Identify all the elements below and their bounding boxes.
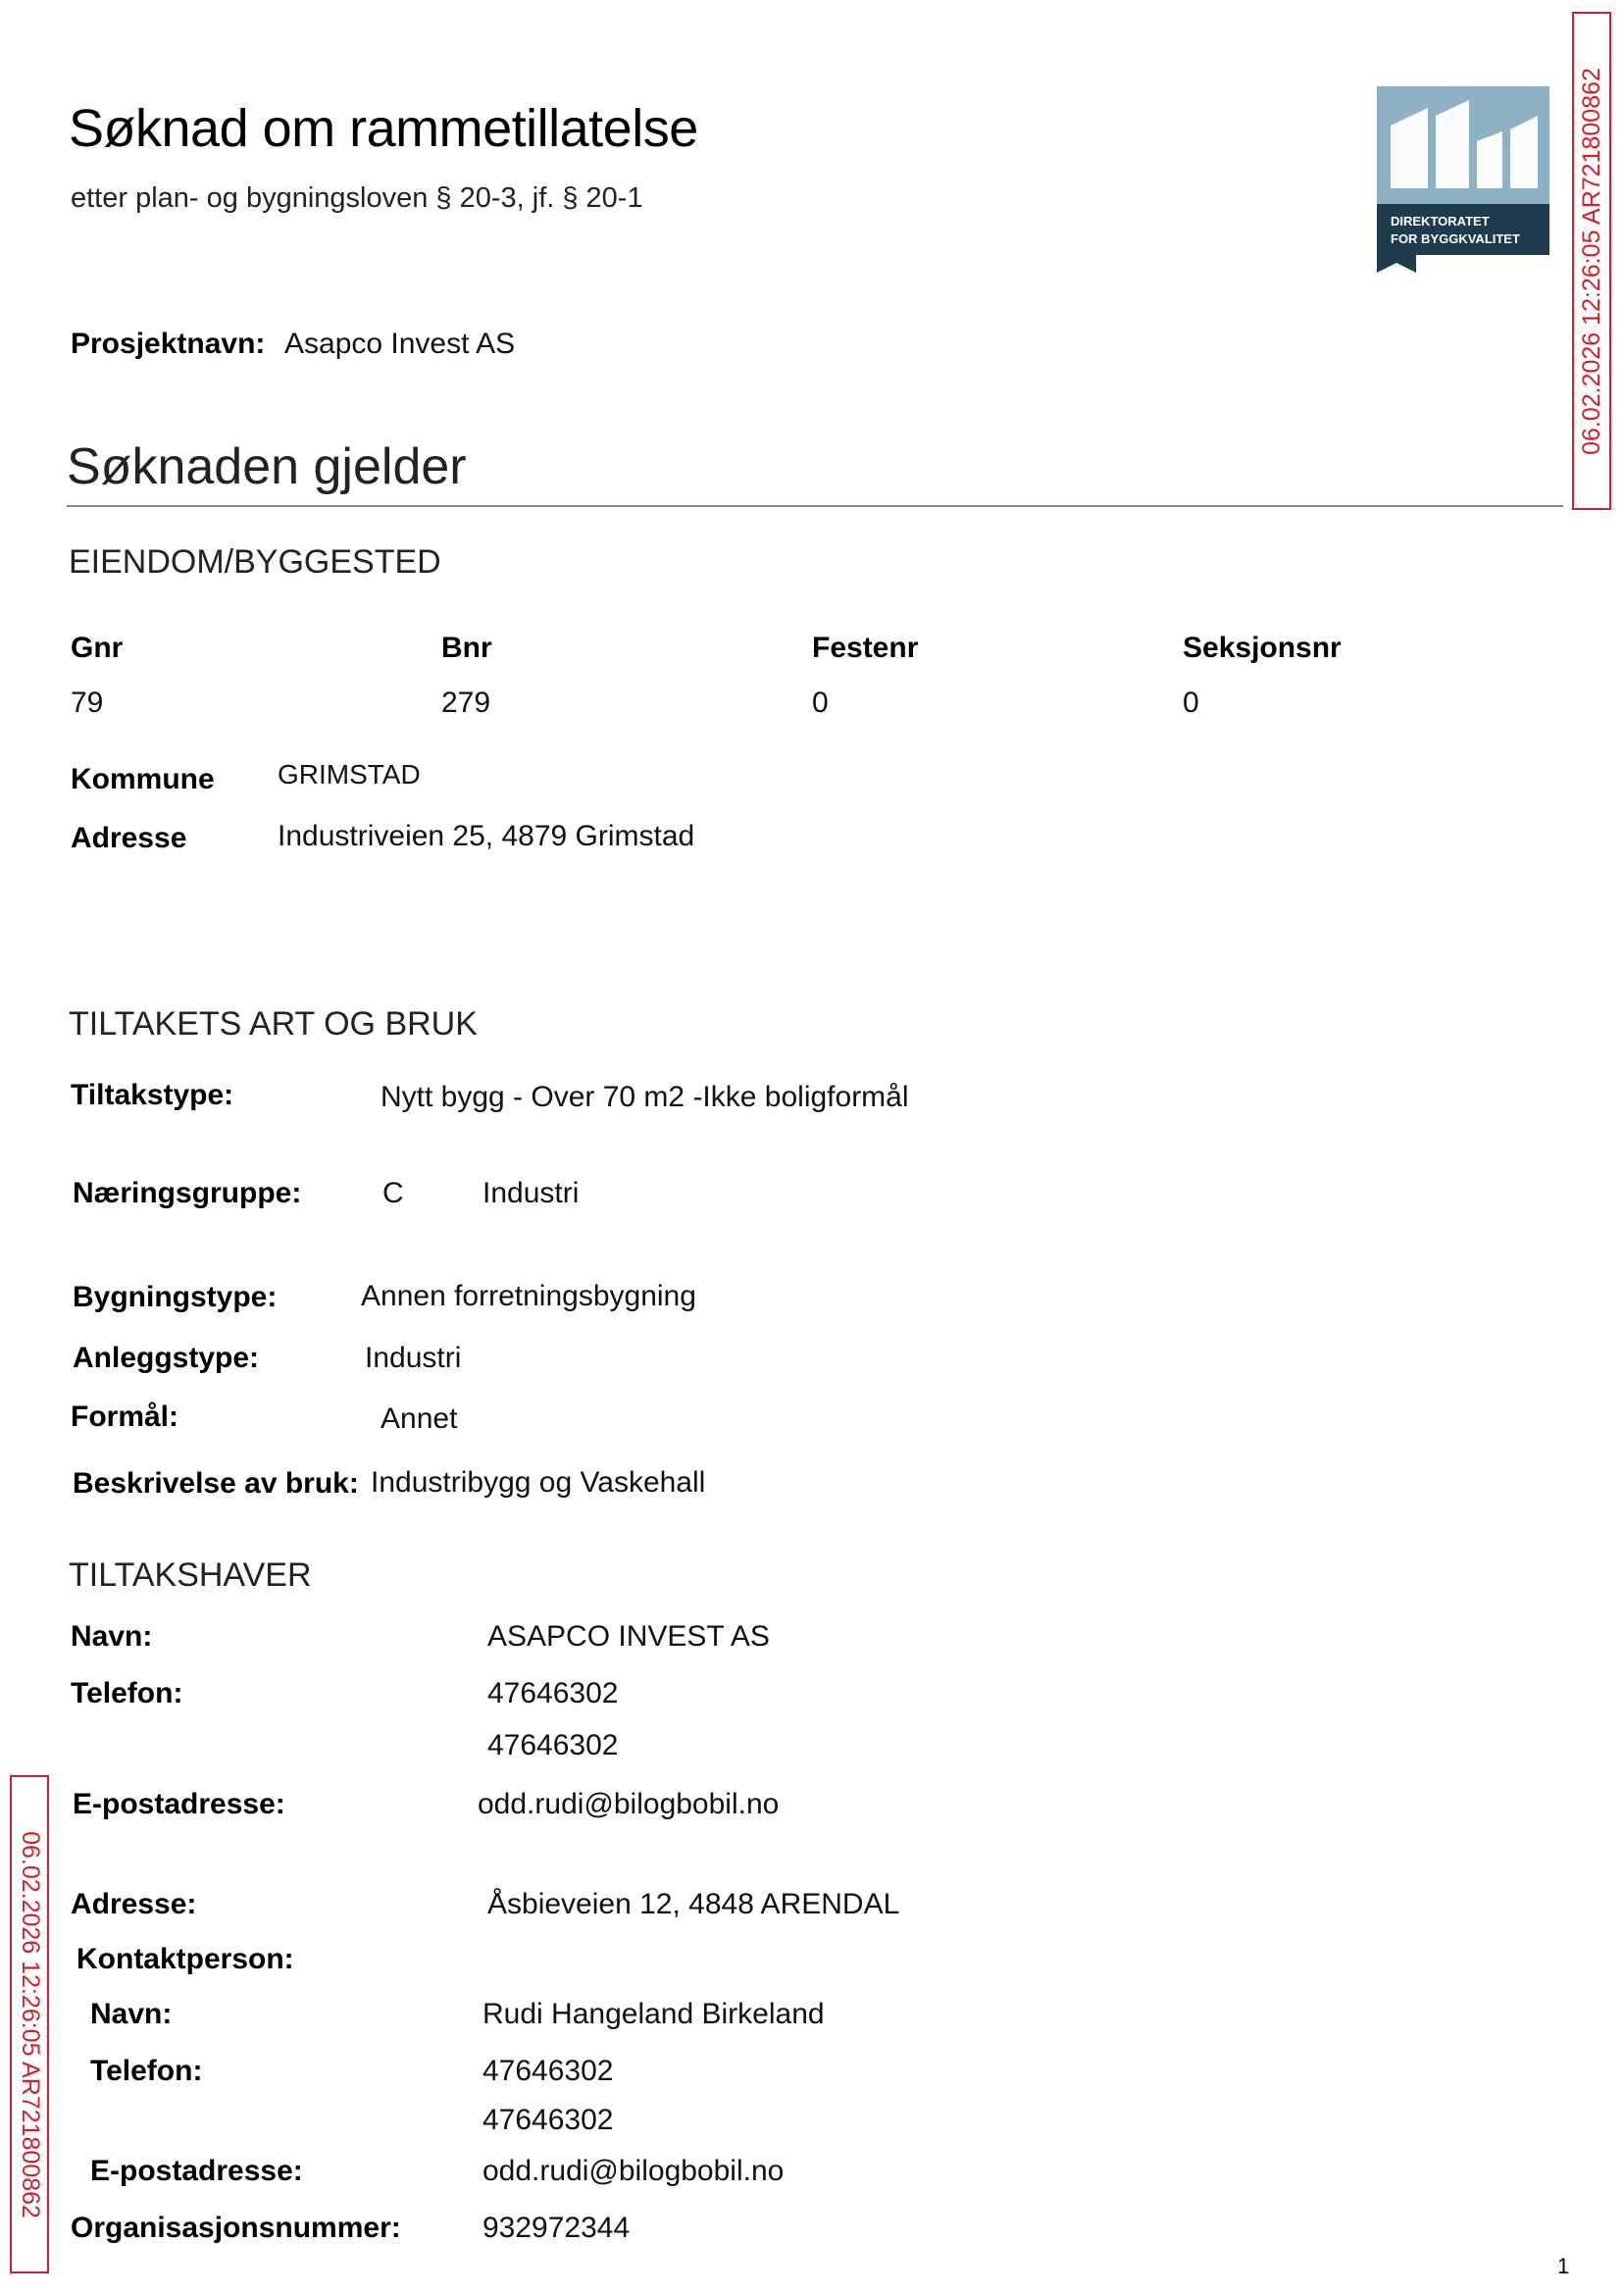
adresse-label: Adresse: [71, 822, 187, 854]
tiltakshaver-telefon-label: Telefon:: [71, 1677, 183, 1709]
formal-label: Formål:: [71, 1401, 179, 1433]
kontakt-epost-label: E-postadresse:: [90, 2155, 303, 2187]
anleggstype-label: Anleggstype:: [73, 1342, 260, 1374]
gnr-label: Gnr: [71, 632, 124, 664]
kontakt-navn-value: Rudi Hangeland Birkeland: [482, 1998, 825, 2030]
project-label: Prosjektnavn:: [71, 328, 266, 360]
orgnr-value: 932972344: [482, 2212, 631, 2244]
tiltakshaver-telefon-1: 47646302: [487, 1677, 619, 1709]
kontakt-navn-label: Navn:: [90, 1998, 173, 2030]
page-number: 1: [1557, 2254, 1570, 2278]
seksjonsnr-label: Seksjonsnr: [1183, 632, 1342, 664]
naeringsgruppe-code: C: [382, 1177, 404, 1209]
naeringsgruppe-value: Industri: [482, 1177, 580, 1209]
formal-value: Annet: [381, 1402, 458, 1435]
festenr-label: Festenr: [812, 632, 919, 664]
section-tiltakshaver: TILTAKSHAVER: [69, 1556, 312, 1594]
bygningstype-value: Annen forretningsbygning: [361, 1280, 696, 1312]
bnr-label: Bnr: [441, 632, 492, 664]
timestamp-stamp-bottom: 06.02.2026 12:26:05 AR721800862: [10, 1775, 49, 2273]
naeringsgruppe-label: Næringsgruppe:: [73, 1177, 302, 1209]
project-value: Asapco Invest AS: [284, 328, 516, 360]
document-subtitle: etter plan- og bygningsloven § 20-3, jf. § 20-1: [71, 182, 643, 214]
kontakt-telefon-label: Telefon:: [90, 2055, 203, 2087]
kommune-label: Kommune: [71, 763, 215, 795]
tiltakshaver-adresse-label: Adresse:: [71, 1888, 197, 1920]
seksjonsnr-value: 0: [1183, 687, 1199, 719]
kommune-value: GRIMSTAD: [278, 759, 421, 790]
tiltakshaver-telefon-2: 47646302: [487, 1729, 619, 1761]
svg-text:DIREKTORATET: DIREKTORATET: [1391, 214, 1490, 229]
kontaktperson-label: Kontaktperson:: [76, 1943, 294, 1975]
tiltakstype-label: Tiltakstype:: [71, 1079, 234, 1111]
svg-text:FOR BYGGKVALITET: FOR BYGGKVALITET: [1391, 231, 1520, 246]
festenr-value: 0: [812, 687, 829, 719]
beskrivelse-value: Industribygg og Vaskehall: [371, 1466, 706, 1499]
timestamp-stamp-top: 06.02.2026 12:26:05 AR721800862: [1572, 12, 1611, 510]
adresse-value: Industriveien 25, 4879 Grimstad: [278, 820, 695, 852]
beskrivelse-label: Beskrivelse av bruk:: [73, 1467, 359, 1500]
anleggstype-value: Industri: [365, 1342, 462, 1374]
main-heading: Søknaden gjelder: [67, 438, 467, 495]
tiltakshaver-navn-value: ASAPCO INVEST AS: [487, 1620, 770, 1653]
bygningstype-label: Bygningstype:: [73, 1281, 278, 1313]
document-title: Søknad om rammetillatelse: [69, 99, 698, 158]
section-eiendom: EIENDOM/BYGGESTED: [69, 543, 441, 581]
kontakt-epost-value: odd.rudi@bilogbobil.no: [482, 2155, 785, 2187]
dibk-logo-icon: [1377, 86, 1549, 273]
tiltakshaver-epost-value: odd.rudi@bilogbobil.no: [478, 1788, 780, 1820]
bnr-value: 279: [441, 687, 491, 719]
tiltakshaver-epost-label: E-postadresse:: [73, 1788, 285, 1820]
gnr-value: 79: [71, 687, 104, 719]
tiltakshaver-adresse-value: Åsbieveien 12, 4848 ARENDAL: [487, 1888, 900, 1920]
kontakt-telefon-2: 47646302: [482, 2104, 614, 2136]
heading-divider: [67, 505, 1563, 507]
kontakt-telefon-1: 47646302: [482, 2055, 614, 2087]
section-tiltak: TILTAKETS ART OG BRUK: [69, 1005, 478, 1043]
tiltakstype-value: Nytt bygg - Over 70 m2 -Ikke boligformål: [381, 1081, 909, 1113]
dibk-logo: [1377, 86, 1549, 273]
orgnr-label: Organisasjonsnummer:: [71, 2212, 401, 2244]
tiltakshaver-navn-label: Navn:: [71, 1620, 153, 1653]
